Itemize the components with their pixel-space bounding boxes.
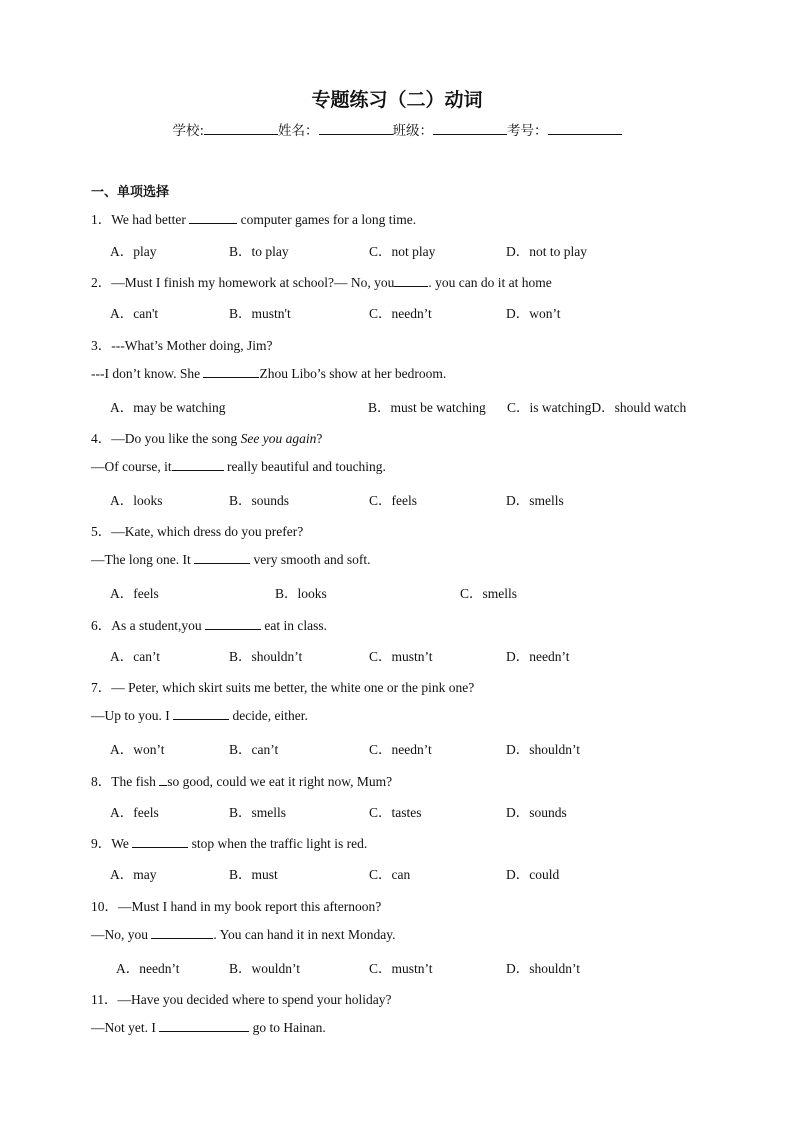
question-3 bbox=[91, 334, 272, 354]
option-b[interactable]: B．sounds bbox=[229, 493, 290, 508]
option-b[interactable]: B．shouldn’t bbox=[229, 649, 303, 664]
question-6 bbox=[91, 614, 327, 634]
option-d[interactable]: D．won’t bbox=[506, 306, 561, 321]
option-a[interactable]: A．can’t bbox=[110, 649, 160, 664]
option-d[interactable]: D．not to play bbox=[506, 244, 587, 259]
number-label: 考号： bbox=[507, 123, 548, 139]
answer-blank[interactable] bbox=[203, 365, 259, 378]
question-text: decide, either. bbox=[229, 708, 308, 723]
question-text: stop when the traffic light is red. bbox=[188, 836, 368, 851]
option-c[interactable]: C．tastes bbox=[369, 805, 422, 820]
question-text: go to Hainan. bbox=[249, 1020, 326, 1035]
question-text: so good, could we eat it right now, Mum? bbox=[167, 774, 393, 789]
question-text: ? bbox=[316, 431, 323, 446]
option-c[interactable]: C．mustn’t bbox=[369, 961, 433, 976]
student-info-line bbox=[0, 119, 794, 139]
question-5-line-2 bbox=[91, 551, 370, 568]
question-text: —Not yet. I bbox=[91, 1020, 160, 1035]
class-label: 班级： bbox=[392, 123, 434, 139]
question-11-line-2 bbox=[91, 1019, 326, 1036]
page-title: 专题练习（二）动词 bbox=[311, 89, 483, 111]
question-text: 3．---What’s Mother doing, Jim? bbox=[91, 338, 273, 353]
answer-blank[interactable] bbox=[205, 617, 261, 630]
question-4 bbox=[91, 427, 322, 447]
option-b[interactable]: B．can’t bbox=[229, 742, 279, 757]
question-10 bbox=[91, 895, 381, 915]
question-text: very smooth and soft. bbox=[250, 552, 371, 567]
school-label: 学校: bbox=[172, 123, 205, 139]
option-c[interactable]: C．smells bbox=[460, 586, 518, 601]
option-a[interactable]: A．can't bbox=[110, 306, 159, 321]
question-5 bbox=[91, 520, 303, 540]
option-a[interactable]: A．needn’t bbox=[116, 961, 180, 976]
question-text: ---I don’t know. She bbox=[91, 366, 204, 381]
option-a[interactable]: A．may bbox=[110, 867, 157, 882]
answer-blank[interactable] bbox=[394, 274, 428, 287]
question-2 bbox=[91, 271, 552, 291]
option-b[interactable]: B．mustn't bbox=[229, 306, 291, 321]
question-text: . you can do it at home bbox=[428, 275, 552, 290]
question-text: 2．—Must I finish my homework at school?— No, you bbox=[91, 275, 395, 290]
question-text: 11．—Have you decided where to spend your holiday? bbox=[91, 992, 392, 1007]
option-c[interactable]: C．not play bbox=[369, 244, 436, 259]
option-d[interactable]: D．needn’t bbox=[506, 649, 570, 664]
question-9 bbox=[91, 832, 367, 852]
question-7 bbox=[91, 676, 474, 696]
question-11 bbox=[91, 988, 392, 1008]
option-b[interactable]: B．looks bbox=[275, 586, 327, 601]
question-text: eat in class. bbox=[261, 618, 327, 633]
question-text: Zhou Libo’s show at her bedroom. bbox=[259, 366, 447, 381]
option-d[interactable]: D．shouldn’t bbox=[506, 961, 581, 976]
answer-blank[interactable] bbox=[172, 458, 224, 471]
option-d[interactable]: D．could bbox=[506, 867, 560, 882]
name-label: 姓名： bbox=[278, 123, 319, 139]
answer-blank[interactable] bbox=[194, 551, 250, 564]
section-heading: 一、单项选择 bbox=[91, 185, 170, 200]
option-d[interactable]: D．sounds bbox=[506, 805, 567, 820]
question-text: 5．—Kate, which dress do you prefer? bbox=[91, 524, 304, 539]
question-3-line-2 bbox=[91, 365, 446, 382]
answer-blank[interactable] bbox=[132, 835, 188, 848]
option-c[interactable]: C．needn’t bbox=[369, 742, 432, 757]
option-b[interactable]: B．must be watching bbox=[368, 400, 486, 415]
option-c[interactable]: C．mustn’t bbox=[369, 649, 433, 664]
name-blank[interactable] bbox=[319, 122, 393, 135]
option-d[interactable]: D．shouldn’t bbox=[506, 742, 581, 757]
option-c-d[interactable]: C．is watchingD．should watch bbox=[507, 400, 687, 415]
answer-blank[interactable] bbox=[189, 211, 237, 224]
question-text: really beautiful and touching. bbox=[223, 459, 386, 474]
question-7-line-2 bbox=[91, 707, 308, 724]
option-a[interactable]: A．looks bbox=[110, 493, 163, 508]
option-b[interactable]: B．must bbox=[229, 867, 278, 882]
question-text: —The long one. It bbox=[91, 552, 195, 567]
number-blank[interactable] bbox=[548, 122, 622, 135]
question-1 bbox=[91, 208, 416, 228]
question-text: . You can hand it in next Monday. bbox=[213, 927, 396, 942]
option-c[interactable]: C．feels bbox=[369, 493, 417, 508]
question-text: 6．As a student,you bbox=[91, 618, 205, 633]
question-text: —Of course, it bbox=[91, 459, 172, 474]
question-text: —Up to you. I bbox=[91, 708, 174, 723]
option-b[interactable]: B．wouldn’t bbox=[229, 961, 301, 976]
option-a[interactable]: A．feels bbox=[110, 805, 159, 820]
option-d[interactable]: D．smells bbox=[506, 493, 564, 508]
question-text: —No, you bbox=[91, 927, 152, 942]
option-a[interactable]: A．won’t bbox=[110, 742, 165, 757]
answer-blank[interactable] bbox=[151, 926, 213, 939]
question-text: 7．— Peter, which skirt suits me better, the white one or the pink one? bbox=[91, 680, 475, 695]
question-4-line-2 bbox=[91, 458, 386, 475]
option-c[interactable]: C．needn’t bbox=[369, 306, 432, 321]
option-a[interactable]: A．play bbox=[110, 244, 157, 259]
option-a[interactable]: A．may be watching bbox=[110, 400, 226, 415]
question-8 bbox=[91, 770, 392, 790]
question-text: 9．We bbox=[91, 836, 133, 851]
question-text: 8．The fish bbox=[91, 774, 160, 789]
question-10-line-2 bbox=[91, 926, 396, 943]
option-a[interactable]: A．feels bbox=[110, 586, 159, 601]
question-text: 4．—Do you like the song bbox=[91, 431, 241, 446]
song-title: See you again bbox=[240, 431, 317, 446]
answer-blank[interactable] bbox=[159, 1019, 249, 1032]
school-blank[interactable] bbox=[204, 122, 278, 135]
answer-blank[interactable] bbox=[173, 707, 229, 720]
class-blank[interactable] bbox=[433, 122, 507, 135]
option-b[interactable]: B．to play bbox=[229, 244, 289, 259]
option-c[interactable]: C．can bbox=[369, 867, 411, 882]
option-b[interactable]: B．smells bbox=[229, 805, 287, 820]
question-text: computer games for a long time. bbox=[237, 212, 417, 227]
question-text: 10．—Must I hand in my book report this afternoon? bbox=[91, 899, 382, 914]
question-text: 1．We had better bbox=[91, 212, 190, 227]
